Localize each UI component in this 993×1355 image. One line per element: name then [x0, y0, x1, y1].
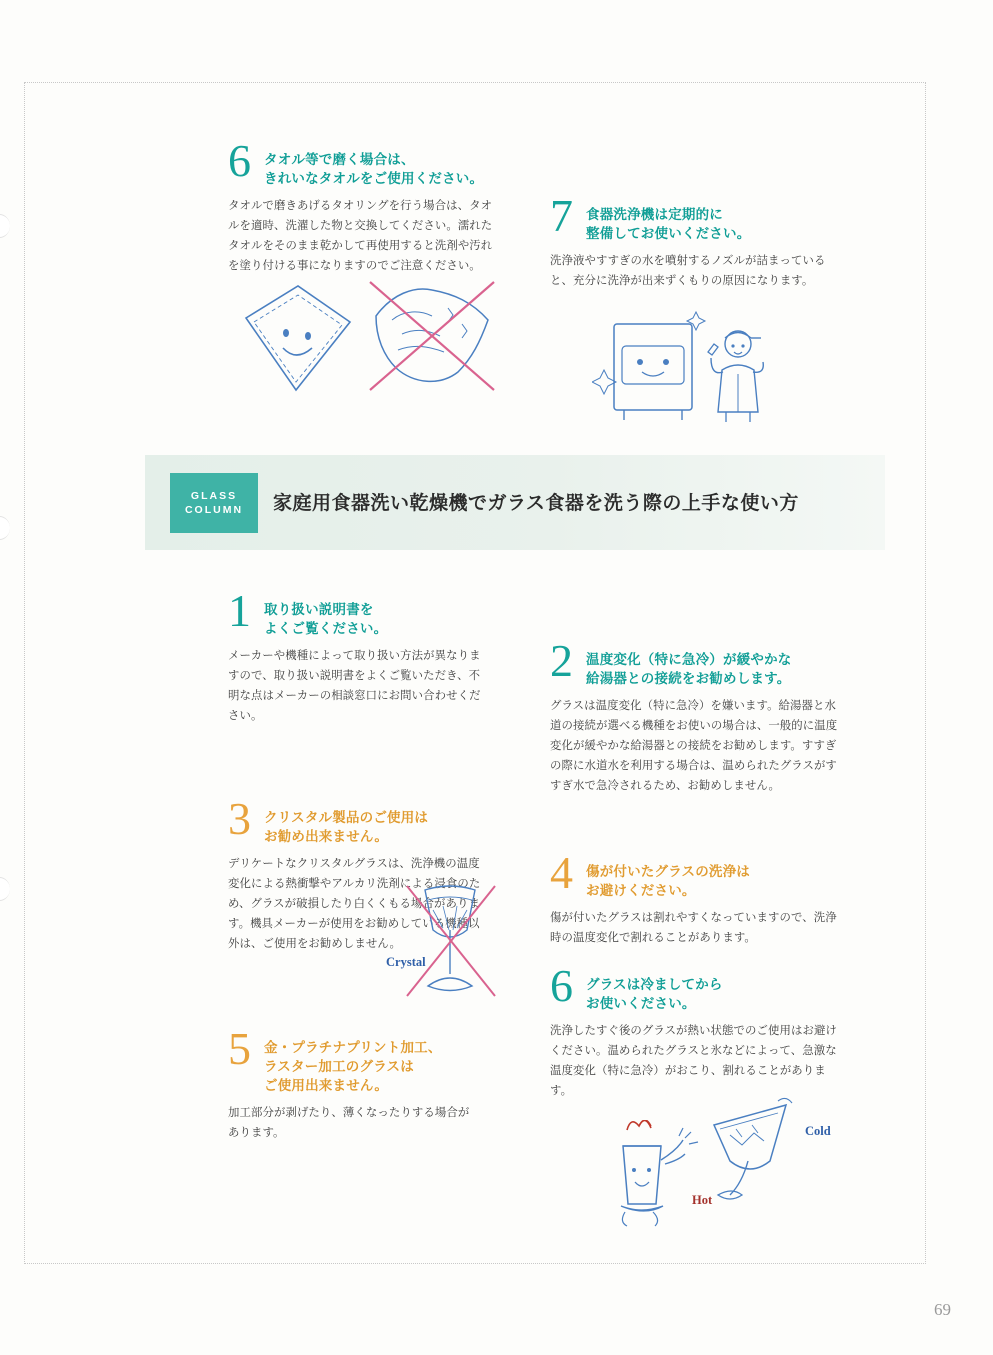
binder-hole [0, 877, 10, 901]
column-item-6 [550, 960, 840, 1101]
crystal-glass-illustration [395, 878, 505, 1006]
badge-line2: COLUMN [184, 504, 244, 516]
column-item-2 [550, 635, 840, 796]
column-item-1 [228, 585, 490, 726]
item-heading-line1: グラスは冷ましてから [586, 977, 723, 992]
item-heading [586, 975, 840, 1013]
item-heading-line1: 温度変化（特に急冷）が緩やかな [586, 652, 792, 667]
item-number: 2 [550, 635, 573, 686]
glass-column-badge [170, 473, 258, 533]
item-number: 4 [550, 847, 573, 898]
tip-number: 7 [550, 190, 573, 241]
item-heading-line3: ご使用出来ません。 [264, 1078, 389, 1093]
binder-hole [0, 516, 10, 540]
item-heading-line1: クリスタル製品のご使用は [264, 810, 429, 825]
page-number: 69 [934, 1300, 951, 1319]
tip-heading-line1: 食器洗浄機は定期的に [586, 207, 723, 222]
item-body: デリケートなクリスタルグラスは、洗浄機の温度変化による熱衝撃やアルカリ洗剤による浸食のため、グラスが破損したり白くくもる場合があります。機具メーカーが使用をお勧めしている機種以外は、ご使用をお勧めしません。 [228, 858, 481, 950]
glass-column-banner [145, 455, 885, 550]
item-heading-line2: お使いください。 [586, 996, 696, 1011]
item-heading-line1: 傷が付いたグラスの洗浄は [586, 864, 750, 879]
cold-caption: Cold [805, 1124, 831, 1138]
item-heading [264, 600, 490, 638]
tip-heading-line1: タオル等で磨く場合は、 [264, 152, 415, 167]
item-number: 1 [228, 585, 251, 636]
hot-glass-illustration [605, 1120, 715, 1235]
dishwasher-technician-illustration [592, 300, 792, 430]
item-heading-line1: 金・プラチナプリント加工、 [264, 1040, 442, 1055]
tip-heading-line2: 整備してお使いください。 [586, 226, 751, 241]
badge-line1: GLASS [190, 490, 238, 502]
item-heading-line2: お勧め出来ません。 [264, 829, 389, 844]
item-body: グラスは温度変化（特に急冷）を嫌います。給湯器と水道の接続が選べる機種をお使いの場合は、一般的に温度変化が緩やかな給湯器との接続をお勧めします。すすぎの際に水道水を利用する場合は、温められたグラスがすすぎ水で急冷されるため、お勧めしません。 [550, 700, 838, 792]
banner-title: 家庭用食器洗い乾燥機でガラス食器を洗う際の上手な使い方 [273, 493, 799, 514]
item-body: メーカーや機種によって取り扱い方法が異なりますので、取り扱い説明書をよくご覧いただき、不明な点はメーカーの相談窓口にお問い合わせください。 [228, 650, 481, 722]
item-heading-line1: 取り扱い説明書を [264, 602, 374, 617]
item-body: 洗浄したすぐ後のグラスが熱い状態でのご使用はお避けください。温められたグラスと氷などによって、急激な温度変化（特に急冷）がおこり、割れることがあります。 [550, 1025, 837, 1097]
tip-number: 6 [228, 135, 251, 186]
item-heading [264, 1038, 480, 1095]
tip-item-7 [550, 190, 840, 291]
tip-heading-line2: きれいなタオルをご使用ください。 [264, 171, 484, 186]
binder-hole [0, 214, 10, 238]
tip-heading [586, 205, 840, 243]
clean-towel-illustration [238, 278, 358, 398]
item-number: 6 [550, 960, 573, 1011]
crystal-caption: Crystal [386, 955, 426, 969]
item-number: 5 [228, 1023, 251, 1074]
item-heading [586, 650, 840, 688]
column-item-4 [550, 847, 840, 948]
item-heading [264, 808, 490, 846]
item-body: 傷が付いたグラスは割れやすくなっていますので、洗浄時の温度変化で割れることがあります。 [550, 912, 837, 944]
tip-item-6 [228, 135, 500, 276]
item-body: 加工部分が剥げたり、薄くなったりする場合があります。 [228, 1107, 470, 1139]
tip-body: タオルで磨きあげるタオリングを行う場合は、タオルを適時、洗濯した物と交換してください。濡れたタオルをそのまま乾かして再使用すると洗剤や汚れを塗り付ける事になりますのでご注意ください。 [228, 200, 493, 272]
dirty-towel-illustration [362, 272, 502, 400]
tip-body: 洗浄液やすすぎの水を噴射するノズルが詰まっていると、充分に洗浄が出来ずくもりの原因になります。 [550, 255, 826, 287]
item-heading-line2: ラスター加工のグラスは [264, 1059, 414, 1074]
tip-heading [264, 150, 500, 188]
item-heading [586, 862, 840, 900]
column-item-5 [228, 1023, 480, 1143]
hot-caption: Hot [692, 1193, 713, 1207]
item-heading-line2: お避けください。 [586, 883, 696, 898]
item-heading-line2: 給湯器との接続をお勧めします。 [586, 671, 791, 686]
cold-glass-illustration [700, 1095, 830, 1220]
item-number: 3 [228, 793, 251, 844]
item-heading-line2: よくご覧ください。 [264, 621, 388, 636]
